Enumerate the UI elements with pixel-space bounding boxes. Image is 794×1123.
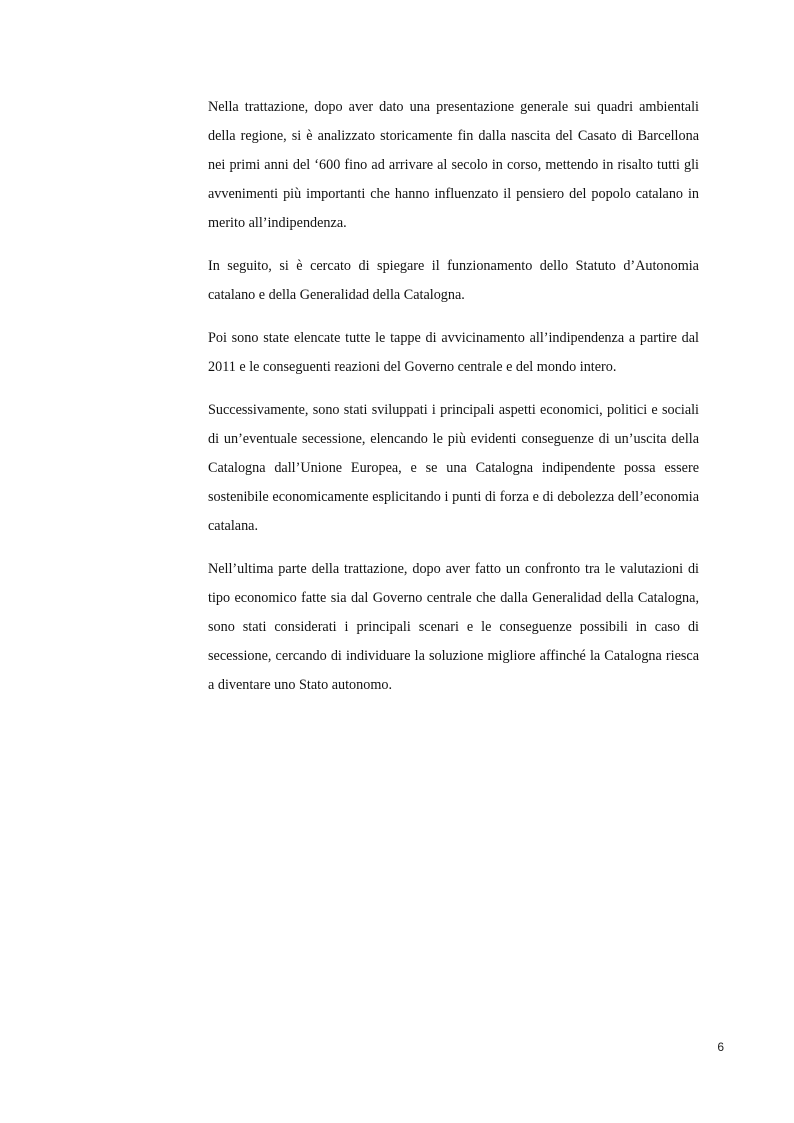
body-text <box>208 93 699 714</box>
page-number: 6 <box>717 1040 724 1054</box>
paragraph-3: Poi sono state elencate tutte le tappe di avvicinamento all’indipendenza a partire dal 2011 e le conseguenti reazioni del Governo centrale e del mondo intero. <box>208 330 699 375</box>
paragraph-2: In seguito, si è cercato di spiegare il funzionamento dello Statuto d’Autonomia catalano e della Generalidad della Catalogna. <box>208 258 699 303</box>
paragraph-4: Successivamente, sono stati sviluppati i principali aspetti economici, politici e sociali di un’eventuale secessione, elencando le più evidenti conseguenze di un’uscita della Catalogna dall’Unione Europea, e se una Catalogna indipendente possa essere sostenibile economicamente esplicitando i punti di forza e di debolezza dell’economia catalana. <box>208 402 699 534</box>
paragraph-5: Nell’ultima parte della trattazione, dopo aver fatto un confronto tra le valutazioni di tipo economico fatte sia dal Governo centrale che dalla Generalidad della Catalogna, sono stati considerati i principali scenari e le conseguenze possibili in caso di secessione, cercando di individuare la soluzione migliore affinché la Catalogna riesca a diventare uno Stato autonomo. <box>208 561 699 693</box>
paragraph-1: Nella trattazione, dopo aver dato una presentazione generale sui quadri ambientali della regione, si è analizzato storicamente fin dalla nascita del Casato di Barcellona nei primi anni del ‘600 fino ad arrivare al secolo in corso, mettendo in risalto tutti gli avvenimenti più importanti che hanno influenzato il pensiero del popolo catalano in merito all’indipendenza. <box>208 99 699 231</box>
